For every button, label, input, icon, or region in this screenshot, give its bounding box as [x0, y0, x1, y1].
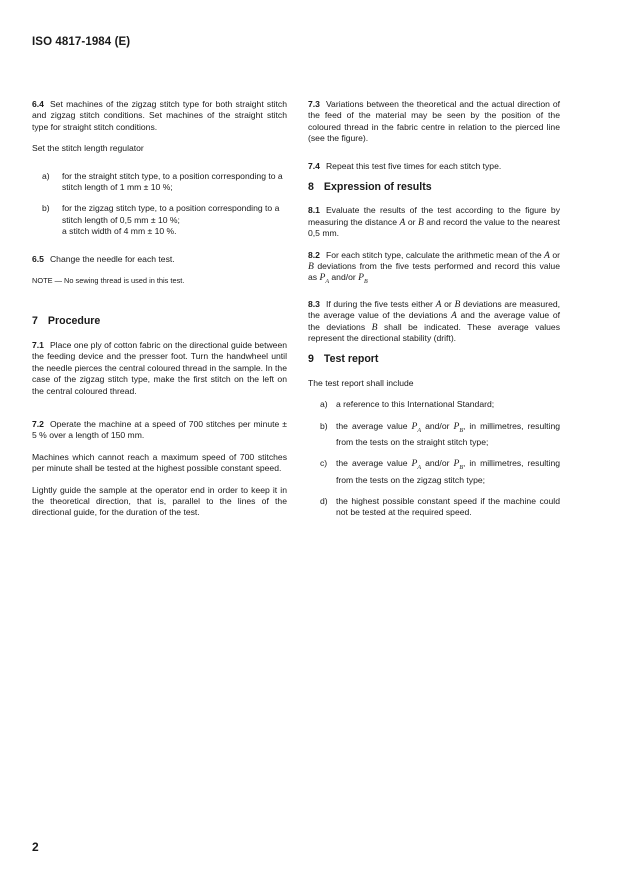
list-label: b) [320, 420, 328, 431]
clause-6-5 [32, 254, 287, 265]
clause-text: and record the value to the nearest 0,5 mm. [308, 216, 561, 239]
variable-pb: $P_B$ [358, 272, 368, 286]
document-header: ISO 4817-1984 (E) [32, 36, 131, 48]
clause-text: or [407, 216, 416, 227]
clause-number: 7.4 [308, 160, 320, 171]
report-item-a [308, 399, 560, 410]
variable-b: B [308, 261, 314, 273]
section-title: Test report [323, 353, 379, 366]
machines-paragraph: Machines which cannot reach a maximum speed of 700 stitches per minute shall be tested at the highest possible constant speed. [32, 451, 287, 474]
clause-text: Variations between the theoretical and the actual direction of the feed of the material may be seen by the position of the coloured thread in the fabric centre in relation to the pierced line (see the figure). [308, 99, 560, 144]
list-label: a) [320, 399, 328, 410]
clause-text: Operate the machine at a speed of 700 stitches per minute ± 5 % over a length of 150 mm. [32, 418, 287, 441]
list-text: the highest possible constant speed if the machine could not be tested at the required speed. [336, 496, 560, 518]
section-heading-9 [308, 354, 560, 365]
section-number: 8 [308, 181, 314, 194]
report-item-b [308, 421, 560, 449]
clause-text: deviations are measured, the average value of the deviations [308, 298, 561, 321]
clause-text: For each stitch type, calculate the arithmetic mean of the [325, 249, 542, 260]
clause-text: Change the needle for each test. [49, 253, 175, 264]
section-number: 7 [32, 315, 38, 328]
list-item-a [32, 171, 287, 194]
variable-a: A [435, 298, 442, 310]
list-text: the average value $P_A$ and/or $P_B$, in millimetres, resulting from the tests on the straight stitch type; [336, 420, 561, 447]
clause-text: Evaluate the results of the test according to the figure by measuring the distance [308, 205, 560, 227]
clause-number: 6.4 [32, 99, 44, 109]
clause-text: Place one ply of cotton fabric on the directional guide between the feeding device and the presser foot. Turn the handwheel until the needle pierces the central coloured thread in the sample. In the case of the zigzag stitch type, make the first stitch on the left on the central coloured thread. [32, 339, 287, 396]
variable-pb: $P_B$ [453, 458, 464, 472]
list-text-line2: a stitch width of 4 mm ± 10 %. [62, 226, 177, 237]
section-title: Expression of results [323, 181, 432, 194]
clause-number: 7.1 [32, 339, 44, 350]
clause-number: 8.2 [308, 249, 320, 260]
report-item-c [308, 458, 560, 486]
clause-number: 7.2 [32, 418, 44, 429]
variable-pa: $P_A$ [411, 458, 422, 472]
clause-number: 6.5 [32, 253, 44, 264]
clause-text: shall be indicated. These average values represent the directional stability (drift). [308, 321, 561, 343]
note: NOTE — No sewing thread is used in this test. [32, 276, 185, 286]
set-regulator-text: Set the stitch length regulator [32, 143, 144, 154]
list-text: a reference to this International Standard; [336, 399, 495, 410]
clause-6-4 [32, 99, 287, 133]
list-text [62, 203, 287, 237]
clause-text: and the average value of the deviations [308, 310, 560, 332]
list-text-line1: for the zigzag stitch type, to a position corresponding to a stitch length of 0,5 mm ± 10 %; [62, 203, 280, 225]
clause-8-3 [308, 299, 560, 345]
variable-a: A [451, 310, 457, 322]
list-label: b) [42, 203, 50, 214]
variable-pa: $P_A$ [319, 272, 330, 286]
variable-a: A [544, 249, 550, 261]
list-item-b [32, 203, 287, 237]
section-heading-8 [308, 182, 560, 193]
list-text: the average value $P_A$ and/or $P_B$, in millimetres, resulting from the tests on the zigzag stitch type; [336, 458, 561, 485]
section-number: 9 [308, 353, 314, 366]
clause-number: 8.1 [308, 205, 320, 216]
clause-number: 8.3 [308, 298, 320, 309]
clause-text: or [552, 249, 560, 260]
clause-8-2 [308, 250, 560, 289]
page-number: 2 [32, 840, 39, 854]
clause-number: 7.3 [308, 99, 320, 109]
clause-text: If during the five tests either [325, 298, 433, 309]
clause-7-1 [32, 340, 287, 397]
section-heading-7 [32, 316, 287, 327]
right-column [308, 99, 560, 529]
left-column [32, 99, 287, 529]
clause-text: deviations from the five tests performed and record this value as [308, 261, 560, 283]
section-title: Procedure [47, 315, 101, 328]
clause-7-2 [32, 419, 287, 442]
clause-7-3 [308, 99, 560, 145]
clause-text: Repeat this test five times for each stitch type. [325, 160, 502, 171]
variable-b: B [371, 321, 378, 333]
variable-b: B [454, 298, 461, 310]
clause-text: Set machines of the zigzag stitch type for both straight stitch and zigzag stitch conditions. Set machines of the straight stitch type for straight stitch conditions. [32, 99, 287, 132]
clause-7-4 [308, 161, 560, 172]
report-item-d [308, 496, 560, 519]
variable-pb: $P_B$ [453, 420, 464, 434]
list-label: c) [320, 458, 328, 469]
clause-text: and/or [331, 272, 356, 283]
list-label: d) [320, 496, 328, 507]
variable-b: B [417, 216, 424, 228]
lightly-guide-paragraph: Lightly guide the sample at the operator end in order to keep it in the theoretical direction, that is, parallel to the lines of the directional guide, for the duration of the test. [32, 484, 287, 518]
clause-8-1 [308, 205, 560, 239]
report-intro: The test report shall include [308, 377, 414, 388]
clause-text: or [444, 298, 452, 309]
variable-a: A [399, 216, 406, 228]
variable-pa: $P_A$ [411, 420, 422, 434]
list-text: for the straight stitch type, to a position corresponding to a stitch length of 1 mm ± 10 %; [62, 170, 283, 193]
list-label: a) [42, 170, 50, 181]
